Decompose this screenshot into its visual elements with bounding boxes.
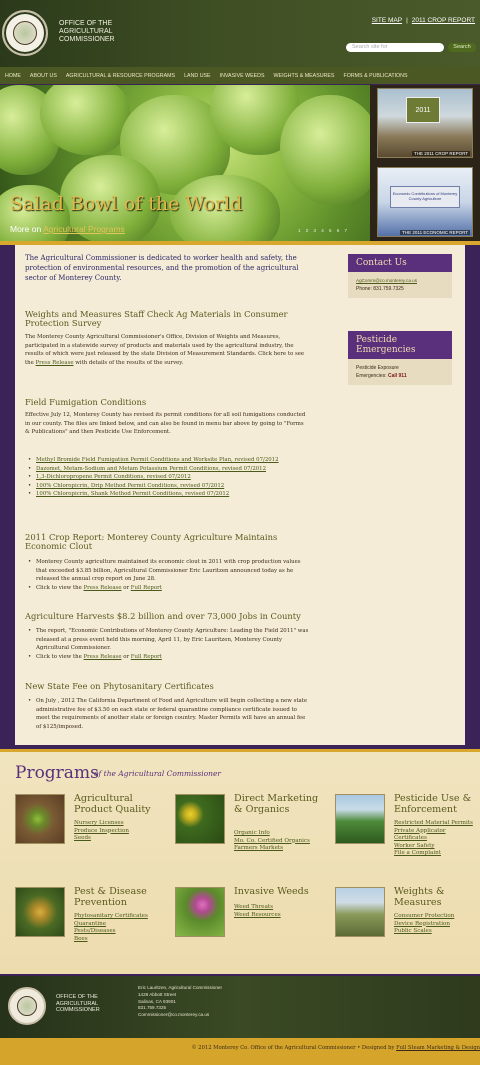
left-border xyxy=(0,245,15,745)
pesticide-line2 xyxy=(356,372,444,380)
weights-measures-image[interactable] xyxy=(335,887,385,937)
link-file-complaint[interactable]: File a Complaint xyxy=(394,850,441,857)
link-consumer-protection[interactable]: Consumer Protection xyxy=(394,913,455,919)
footer-email-link[interactable]: Commissioner@co.monterey.ca.us xyxy=(138,1012,210,1018)
intro-text: The Agricultural Commissioner is dedicated to worker health and safety, the protection of environmental resources, and the promotion of the agricultural sector of Monterey County. xyxy=(25,254,299,282)
footer-seal-logo[interactable] xyxy=(8,987,46,1025)
nav-weights-measures[interactable]: WEIGHTS & MEASURES xyxy=(273,72,335,79)
list-item[interactable]: • Dazomet, Metam-Sodium and Metam Potassium Permit Conditions, revised 07/2012 xyxy=(28,465,310,474)
search-button[interactable]: Search xyxy=(448,43,476,52)
weights-measures-links xyxy=(394,913,474,936)
article-title-harvests: Agriculture Harvests $8.2 billion and over 73,000 Jobs in County xyxy=(25,611,301,621)
list-item[interactable]: • 100% Chloropicrin, Shank Method Permit Conditions, revised 07/2012 xyxy=(28,490,310,499)
article-body-weights xyxy=(25,333,310,367)
article-title-crop-report: 2011 Crop Report: Monterey County Agriculture Maintains Economic Clout xyxy=(25,532,278,551)
press-release-link[interactable]: Press Release xyxy=(35,359,74,366)
nav-invasive-weeds[interactable]: INVASIVE WEEDS xyxy=(219,72,265,79)
right-border xyxy=(465,245,480,745)
pesticide-line2-prefix: Emergencies: xyxy=(356,373,388,379)
program-title-product-quality[interactable]: Agricultural Product Quality xyxy=(74,793,151,815)
product-quality-image[interactable] xyxy=(15,794,65,844)
link-produce-inspection[interactable]: Produce Inspection xyxy=(74,827,129,834)
pesticide-emergency-body xyxy=(348,359,452,385)
article-body-fumigation: Effective July 12, Monterey County has revised its permit conditions for all soil fumigations conducted in our county. The files are linked below, and can also be found in menu bar above by going to "Forms & Publications" and then Pesticide Use Enforcement. xyxy=(25,412,306,436)
press-release-link[interactable]: Press Release xyxy=(83,584,122,591)
full-report-link[interactable]: Full Report xyxy=(130,584,162,591)
or-text: or xyxy=(121,584,131,591)
click-prefix: Click to view the xyxy=(36,584,84,591)
hero-title: Salad Bowl of the World xyxy=(10,193,243,215)
office-name: OFFICE OF THE AGRICULTURAL COMMISSIONER xyxy=(59,20,115,43)
link-seeds[interactable]: Seeds xyxy=(74,835,91,842)
invasive-weeds-links xyxy=(234,904,314,919)
ag-programs-link[interactable]: Agricultural Programs xyxy=(43,224,125,234)
nav-ag-resource-programs[interactable]: AGRICULTURAL & RESOURCE PROGRAMS xyxy=(65,72,176,79)
fumigation-list xyxy=(28,456,310,499)
search-input[interactable]: Search site for xyxy=(346,43,444,52)
program-title-weights-measures[interactable]: Weights & Measures xyxy=(394,886,445,908)
direct-marketing-links xyxy=(234,830,314,853)
link-private-applicator-certificates[interactable]: Private Applicator Certificates xyxy=(394,827,446,842)
link-public-scales[interactable]: Public Scales xyxy=(394,928,432,935)
footer-address xyxy=(138,985,278,1019)
crop-report-thumbnail[interactable] xyxy=(377,88,473,158)
crop-report-list xyxy=(28,558,310,592)
list-item: • Monterey County agriculture maintained its economic clout in 2011 with crop production values that exceeded $3.85 billion, Agricultural Commissioner Eric Lauritzen announced today as he released the annual crop report on June 28. xyxy=(28,558,310,584)
pesticide-line1: Pesticide Exposure xyxy=(356,365,399,371)
nav-about-us[interactable]: ABOUT US xyxy=(29,72,57,79)
programs-subtitle: of the Agricultural Commissioner xyxy=(94,769,221,778)
top-links-separator: | xyxy=(406,17,408,24)
link-quarantine[interactable]: Quarantine xyxy=(74,920,107,927)
link-bees[interactable]: Bees xyxy=(74,935,88,942)
footer-city: Salinas, CA 93901 xyxy=(138,998,176,1004)
link-phytosanitary-certificates[interactable]: Phytosanitary Certificates xyxy=(74,913,148,919)
direct-marketing-image[interactable] xyxy=(175,794,225,844)
economic-report-thumbnail[interactable] xyxy=(377,167,473,237)
click-prefix: Click to view the xyxy=(36,653,84,660)
pesticide-use-image[interactable] xyxy=(335,794,385,844)
list-item[interactable]: • 1,3-Dichloropropene Permit Conditions, revised 07/2012 xyxy=(28,473,310,482)
site-map-link[interactable]: SITE MAP xyxy=(371,17,403,24)
pest-disease-links xyxy=(74,913,154,943)
pesticide-emergency-box xyxy=(348,331,452,385)
list-item[interactable]: • Methyl Bromide Field Fumigation Permit Conditions and Worksite Plan, revised 07/2012 xyxy=(28,456,310,465)
link-organic-info[interactable]: Organic Info xyxy=(234,830,270,836)
crop-report-caption: THE 2011 CROP REPORT xyxy=(413,151,468,156)
list-item[interactable]: • 100% Chloropicrin, Drip Method Permit Conditions, revised 07/2012 xyxy=(28,482,310,491)
copyright-text: © 2012 Monterey Co. Office of the Agricultural Commissioner • Designed by xyxy=(191,1045,397,1051)
product-quality-links xyxy=(74,820,154,843)
footer-office-name: OFFICE OF THE AGRICULTURAL COMMISSIONER xyxy=(56,994,100,1013)
link-restricted-material-permits[interactable]: Restricted Material Permits xyxy=(394,820,473,826)
press-release-link[interactable]: Press Release xyxy=(83,653,122,660)
hero-subtitle xyxy=(10,224,125,234)
crop-report-link[interactable]: 2011 CROP REPORT xyxy=(411,17,475,24)
program-title-direct-marketing[interactable]: Direct Marketing & Organics xyxy=(234,793,319,815)
full-report-link[interactable]: Full Report xyxy=(130,653,162,660)
phytosanitary-list xyxy=(28,697,310,731)
footer-commissioner: Eric Lauritzen, Agricultural Commissioner xyxy=(138,985,222,990)
program-title-pest-disease[interactable]: Pest & Disease Prevention xyxy=(74,886,147,908)
program-title-pesticide-use[interactable]: Pesticide Use & Enforcement xyxy=(394,793,472,815)
link-device-registration[interactable]: Device Registration xyxy=(394,920,450,927)
nav-forms-publications[interactable]: FORMS & PUBLICATIONS xyxy=(343,72,408,79)
list-item: • On July , 2012 The California Department of Food and Agriculture will begin collecting a new state administrative fee of $3.50 on each state or federal quarantine compliance certificate issued to meet the requirements of another state or foreign country. Master Permits will have an annual fee of $125/imposed. xyxy=(28,697,310,731)
copyright-bar xyxy=(0,1038,480,1065)
pesticide-emergency-title: Pesticide Emergencies xyxy=(348,331,452,359)
link-farmers-markets[interactable]: Farmers Markets xyxy=(234,845,284,852)
slide-pager[interactable]: 1 2 3 4 5 6 7 xyxy=(298,228,350,233)
top-links xyxy=(372,17,475,24)
link-weed-resources[interactable]: Weed Resources xyxy=(234,911,281,918)
link-certified-organics[interactable]: Mo. Co. Certified Organics xyxy=(234,837,310,844)
link-weed-threats[interactable]: Weed Threats xyxy=(234,904,274,910)
programs-section xyxy=(0,752,480,974)
or-text: or xyxy=(121,653,131,660)
program-title-invasive-weeds[interactable]: Invasive Weeds xyxy=(234,886,309,897)
article-title-weights: Weights and Measures Staff Check Ag Materials in Consumer Protection Survey xyxy=(25,309,288,328)
list-item xyxy=(28,584,310,593)
contact-title: Contact Us xyxy=(348,254,452,272)
hero-image-lettuce xyxy=(0,85,370,241)
contact-box xyxy=(348,254,452,298)
article-title-fumigation: Field Fumigation Conditions xyxy=(25,397,147,407)
nav-home[interactable]: HOME xyxy=(5,72,21,79)
contact-phone: Phone: 831.759.7325 xyxy=(356,286,404,292)
link-worker-safety[interactable]: Worker Safety xyxy=(394,842,435,849)
footer-phone: 831.759.7325 xyxy=(138,1005,167,1011)
footer-street: 1428 Abbott Street xyxy=(138,991,177,997)
crop-report-badge: 2011 xyxy=(406,97,440,123)
economic-report-caption: THE 2011 ECONOMIC REPORT xyxy=(402,230,468,235)
article-title-phytosanitary: New State Fee on Phytosanitary Certificates xyxy=(25,681,214,691)
economic-report-badge: Economic Contributions of Monterey County Agriculture xyxy=(390,186,460,208)
link-pests-diseases[interactable]: Pests/Diseases xyxy=(74,928,116,935)
list-item: • The report, "Economic Contributions of Monterey County Agriculture: Leading the Field 2011" was released at a press event held this morning, April 11, by Eric Lauritzen, Monterey County Agricultural Commissioner. xyxy=(28,627,310,653)
pest-disease-image[interactable] xyxy=(15,887,65,937)
pesticide-use-links xyxy=(394,820,474,858)
designer-link[interactable]: Full Steam Marketing & Design xyxy=(396,1045,480,1051)
hero-sub-prefix: More on xyxy=(10,224,44,234)
link-nursery-licenses[interactable]: Nursery Licenses xyxy=(74,820,124,826)
contact-email-link[interactable]: AgComm@co.monterey.ca.us xyxy=(356,278,417,283)
programs-title: Programs xyxy=(15,763,99,783)
list-item xyxy=(28,653,310,662)
main-nav xyxy=(0,67,480,84)
invasive-weeds-image[interactable] xyxy=(175,887,225,937)
county-seal-logo[interactable] xyxy=(2,10,48,56)
article-body-weights-text: The Monterey County Agricultural Commissioner's Office, Division of Weights and Measures, participated in a statewide survey of products and materials used by the agricultural industry, the results of which were just released by the state Division of Measurement Standards. Click here to see the xyxy=(25,334,305,366)
harvests-list xyxy=(28,627,310,661)
report-thumbnails xyxy=(370,85,480,241)
call-911: Call 911 xyxy=(387,373,407,379)
article-body-weights-tail: with details of the results of the survey. xyxy=(73,359,184,366)
contact-body xyxy=(348,272,452,298)
nav-land-use[interactable]: LAND USE xyxy=(184,72,211,79)
